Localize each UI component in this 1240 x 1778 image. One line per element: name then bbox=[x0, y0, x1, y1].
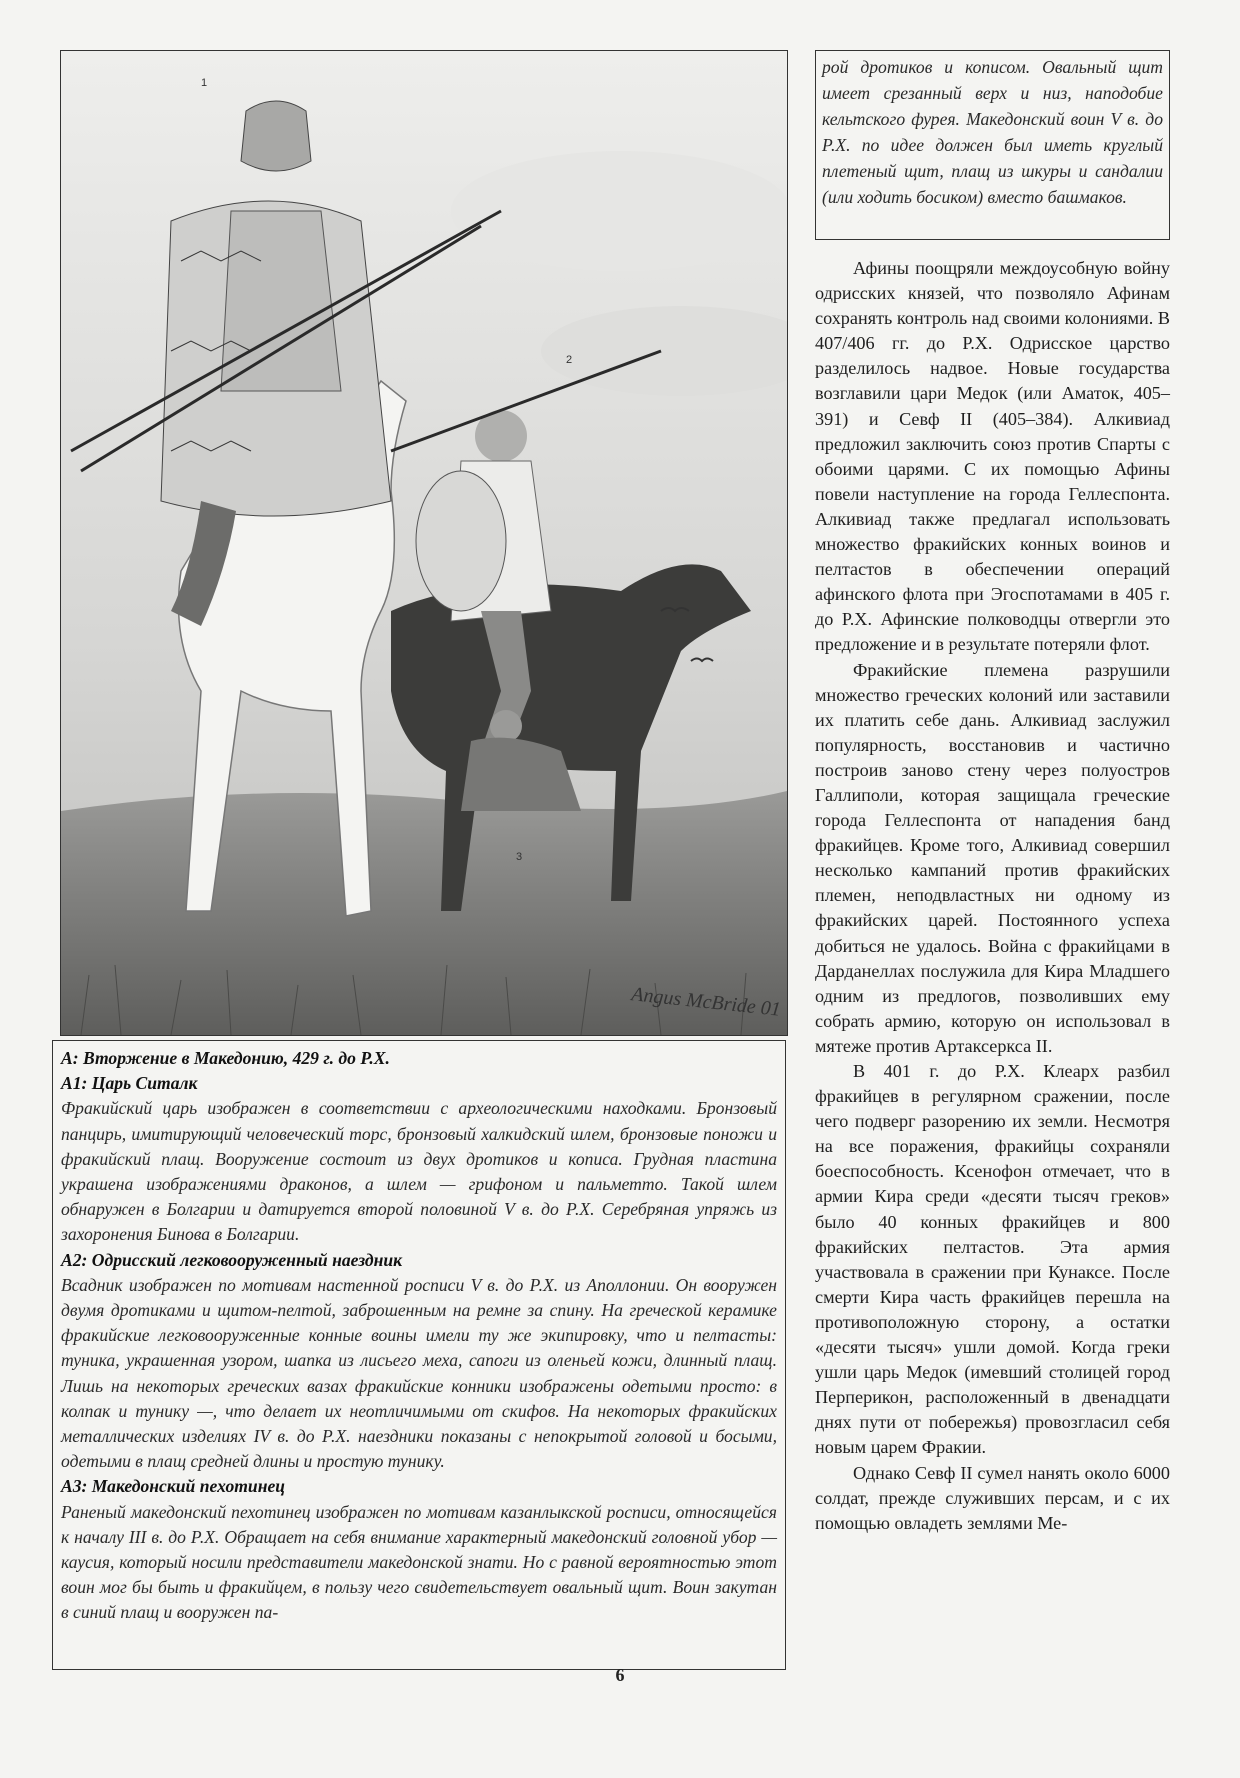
body-paragraph-1: Афины поощряли междоусобную войну одрисских князей, что позволяло Афинам сохранять контроль над своими колониями. В 407/406 гг. до Р.Х. Одрисское царство разделилось надвое. Новые государства возглавили цари Медок (или Аматок, 405–391) и Севф II (405–384). Алкивиад предложил заключить союз против Спарты с обоими царями. С их помощью Афины повели наступление на города Геллеспонта. Алкивиад также предлагал использовать множество фракийских конных воинов и пелтастов в обеспечении операций афинского флота при Эгоспотамами в 405 г. до Р.Х. Афинские полководцы отвергли это предложение и в результате потеряли флот. bbox=[815, 258, 1170, 655]
artist-signature: Angus McBride 01 bbox=[630, 983, 782, 1021]
caption-a2-text: Всадник изображен по мотивам настенной росписи V в. до Р.Х. из Аполлонии. Он вооружен двумя дротиками и щитом-пелтой, заброшенным на ремне за спину. На греческой керамике фракийские легковооруженные конные воины имели ту же экипировку, что и пелтасты: туника, украшенная узором, шапка из лисьего меха, сапоги из оленьей кожи, длинный плащ. Лишь на некоторых греческих вазах фракийские конники изображены одетыми просто: в колпак и тунику —, что делает их неотличимыми от скифов. На некоторых фракийских металлических изделиях IV в. до Р.Х. наездники показаны с непокрытой головой и босыми, одетыми в плащ средней длины и простую тунику. bbox=[61, 1274, 777, 1472]
body-paragraph-2: Фракийские племена разрушили множество греческих колоний или заставили их платить себе дань. Алкивиад заслужил популярность, восстановив и частично построив заново стену через полуостров Галлиполи, которая защищала греческие города Геллеспонта от нападения банд фракийцев. Кроме того, Алкивиад совершил несколько кампаний против фракийских племен, неподвластных ни одному из фракийских царей. Постоянного успеха добиться не удалось. Война с фракийцами в Дарданеллах послужила для Кира Младшего одним из предлогов, позволивших ему собрать армию, которую он использовал в мятеже против Артаксеркса II. bbox=[815, 659, 1170, 1056]
caption-plate-title: А: Вторжение в Македонию, 429 г. до Р.Х. bbox=[61, 1048, 390, 1068]
caption-a3-text: Раненый македонский пехотинец изображен по мотивам казанлыкской росписи, относящейся к началу III в. до Р.Х. Обращает на себя внимание характерный македонский головной убор — каусия, который носили представители македонской знати. Но с равной вероятностью этот воин мог бы быть и фракийцем, в пользу чего свидетельствует овальный щит. Воин закутан в синий плащ и вооружен па- bbox=[61, 1501, 777, 1623]
body-column bbox=[815, 256, 1170, 1536]
page-number: 6 bbox=[615, 1665, 625, 1685]
caption-a3-title: А3: Македонский пехотинец bbox=[61, 1476, 286, 1497]
body-paragraph-3: В 401 г. до Р.Х. Клеарх разбил фракийцев в регулярном сражении, после чего подверг разорению их земли. Несмотря на все поражения, фракийцы сохраняли боеспособность. Ксенофон отмечает, что в армии Кира среди «десяти тысяч греков» было 40 конных фракийцев и 800 фракийских пелтастов. Эта армия участвовала в сражении при Кунаксе. После смерти Кира часть фракийцев перешла на противоположную сторону, а остатки «десяти тысяч» ушли домой. Когда греки ушли царь Медок (имевший столицей город Перперикон, расположенный в двенадцати днях пути от побережья) провозгласил себя новым царем Фракии. bbox=[815, 1061, 1170, 1458]
caption-continued-box bbox=[815, 50, 1170, 240]
illustration bbox=[60, 50, 788, 1036]
figure-label-2: 2 bbox=[566, 354, 573, 366]
caption-a1-text: Фракийский царь изображен в соответствии с археологическими находками. Бронзовый панцирь, имитирующий человеческий торс, бронзовый халкидский шлем, бронзовые поножи и фракийский плащ. Вооружение состоит из двух дротиков и кописа. Грудная пластина украшена изображениями драконов, а шлем — грифоном и пальметто. Такой шлем обнаружен в Болгарии и датируется второй половиной V в. до Р.Х. Серебряная упряжь из захоронения Бинова в Болгарии. bbox=[61, 1098, 777, 1245]
body-paragraph-4: Однако Севф II сумел нанять около 6000 солдат, прежде служивших персам, и с их помощью овладеть землями Ме- bbox=[815, 1462, 1170, 1533]
caption-a1-title: А1: Царь Ситалк bbox=[61, 1073, 198, 1094]
figure-label-3: 3 bbox=[516, 851, 523, 863]
illustration-drawing bbox=[61, 51, 787, 1035]
caption-a2-title: А2: Одрисский легковооруженный наездник bbox=[61, 1249, 403, 1270]
figure-label-1: 1 bbox=[201, 77, 208, 89]
caption-box bbox=[52, 1040, 786, 1670]
caption-continued-text: рой дротиков и кописом. Овальный щит имеет срезанный верх и низ, наподобие кельтского фурея. Македонский воин V в. до Р.Х. по идее должен был иметь круглый плетеный щит, плащ из шкуры и сандалии (или ходить босиком) вместо башмаков. bbox=[822, 57, 1163, 207]
